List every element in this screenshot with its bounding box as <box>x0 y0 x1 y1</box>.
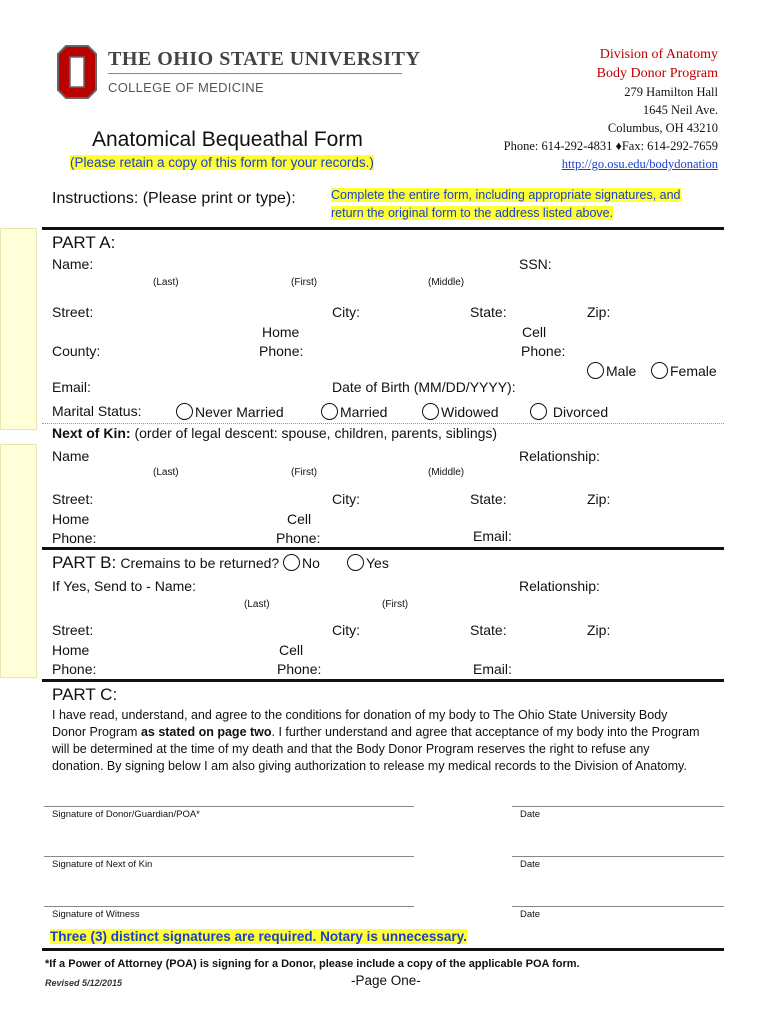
part-a-heading: PART A: <box>52 233 116 252</box>
divorced-radio[interactable] <box>530 403 547 420</box>
side-tab-lower <box>0 444 37 678</box>
kin-street-field[interactable]: Street: <box>52 491 94 507</box>
kin-cell-phone-field[interactable]: Phone: <box>276 530 321 546</box>
next-of-kin-note: (order of legal descent: spouse, children, parents, siblings) <box>130 425 498 441</box>
send-to-zip-field[interactable]: Zip: <box>587 622 611 638</box>
instructions-text-line-2: return the original form to the address listed above. <box>331 206 614 220</box>
part-b-heading: PART B: <box>52 553 117 572</box>
married-label: Married <box>340 404 388 420</box>
married-radio[interactable] <box>321 403 338 420</box>
division-name: Division of Anatomy <box>599 47 718 62</box>
never-married-option[interactable] <box>176 403 284 420</box>
signature-notice: Three (3) distinct signatures are required. Notary is unnecessary. <box>50 929 467 944</box>
poa-note: *If a Power of Attorney (POA) is signing for a Donor, please include a copy of the applicable POA form. <box>45 958 580 970</box>
name-field[interactable]: Name: <box>52 256 94 272</box>
part-b-rule <box>42 547 724 550</box>
send-to-name-field[interactable]: If Yes, Send to - Name: <box>52 578 196 594</box>
send-to-home-phone-field[interactable]: Phone: <box>52 661 97 677</box>
website-link[interactable]: http://go.osu.edu/bodydonation <box>561 157 718 171</box>
witness-date-label: Date <box>520 909 541 920</box>
form-title: Anatomical Bequeathal Form <box>92 128 363 151</box>
consent-line-3: will be determined at the time of my death and that the Body Donor Program reserves the right to refuse any <box>52 742 650 756</box>
send-to-city-field[interactable]: City: <box>332 622 360 638</box>
never-married-radio[interactable] <box>176 403 193 420</box>
male-label: Male <box>606 363 637 379</box>
witness-date-line[interactable] <box>512 906 724 907</box>
cremains-yes-label: Yes <box>366 555 389 571</box>
zip-field[interactable]: Zip: <box>587 304 611 320</box>
female-radio[interactable] <box>651 362 668 379</box>
consent-line-2-bold: as stated on page two <box>140 725 272 739</box>
kin-email-field[interactable]: Email: <box>473 528 512 544</box>
never-married-label: Never Married <box>195 404 284 420</box>
consent-line-2-start: Donor Program <box>52 725 141 739</box>
donor-signature-line[interactable] <box>44 806 414 807</box>
city-field[interactable]: City: <box>332 304 360 320</box>
donor-date-label: Date <box>520 809 541 820</box>
side-tab-upper <box>0 228 37 430</box>
widowed-radio[interactable] <box>422 403 439 420</box>
kin-name-field[interactable]: Name <box>52 448 90 464</box>
page-number: -Page One- <box>351 973 421 988</box>
kin-signature-line[interactable] <box>44 856 414 857</box>
marital-status-label: Marital Status: <box>52 403 142 419</box>
cremains-yes-option[interactable] <box>347 554 389 571</box>
send-to-relationship-field[interactable]: Relationship: <box>519 578 600 594</box>
send-to-street-field[interactable]: Street: <box>52 622 94 638</box>
name-first-hint: (First) <box>291 277 318 288</box>
kin-home-phone-field[interactable]: Phone: <box>52 530 97 546</box>
osu-block-o-logo <box>56 44 98 100</box>
instructions-text-line-1: Complete the entire form, including appropriate signatures, and <box>331 188 681 202</box>
kin-cell-label: Cell <box>287 511 312 527</box>
send-to-first-hint: (First) <box>382 599 409 610</box>
cremains-no-radio[interactable] <box>283 554 300 571</box>
kin-zip-field[interactable]: Zip: <box>587 491 611 507</box>
cremains-no-label: No <box>302 555 320 571</box>
program-name: Body Donor Program <box>596 66 718 81</box>
instructions-label: Instructions: (Please print or type): <box>52 190 296 207</box>
name-last-hint: (Last) <box>153 277 179 288</box>
footer-rule <box>42 948 724 951</box>
witness-signature-label: Signature of Witness <box>52 909 140 920</box>
part-c-heading: PART C: <box>52 685 118 704</box>
send-to-home-label: Home <box>52 642 90 658</box>
next-of-kin-label: Next of Kin: <box>52 425 131 441</box>
consent-line-1: I have read, understand, and agree to the conditions for donation of my body to The Ohio State University Body <box>52 708 668 722</box>
kin-date-line[interactable] <box>512 856 724 857</box>
divorced-option[interactable] <box>530 403 608 420</box>
kin-state-field[interactable]: State: <box>470 491 507 507</box>
phone-fax: Phone: 614-292-4831 ♦Fax: 614-292-7659 <box>503 139 718 153</box>
donor-signature-label: Signature of Donor/Guardian/POA* <box>52 809 200 820</box>
kin-last-hint: (Last) <box>153 467 179 478</box>
home-label: Home <box>262 324 300 340</box>
male-option[interactable] <box>587 362 636 379</box>
next-of-kin-divider <box>42 423 724 424</box>
name-middle-hint: (Middle) <box>428 277 465 288</box>
kin-middle-hint: (Middle) <box>428 467 465 478</box>
widowed-label: Widowed <box>441 404 499 420</box>
send-to-cell-label: Cell <box>279 642 304 658</box>
revised-date: Revised 5/12/2015 <box>45 978 123 988</box>
divorced-label: Divorced <box>552 404 609 420</box>
male-radio[interactable] <box>587 362 604 379</box>
widowed-option[interactable] <box>422 403 499 420</box>
witness-signature-line[interactable] <box>44 906 414 907</box>
address-line-2: 1645 Neil Ave. <box>642 103 718 117</box>
cremains-yes-radio[interactable] <box>347 554 364 571</box>
consent-line-2-end: . I further understand and agree that acceptance of my body into the Program <box>271 725 700 739</box>
next-of-kin-heading <box>52 425 497 441</box>
form-subtitle: (Please retain a copy of this form for your records.) <box>70 155 374 170</box>
send-to-last-hint: (Last) <box>244 599 270 610</box>
kin-date-label: Date <box>520 859 541 870</box>
street-field[interactable]: Street: <box>52 304 94 320</box>
cremains-question: Cremains to be returned? <box>120 555 280 571</box>
female-option[interactable] <box>651 362 717 379</box>
email-field[interactable]: Email: <box>52 379 91 395</box>
header-divider <box>108 73 402 74</box>
part-a-rule <box>42 227 724 230</box>
college-name: COLLEGE OF MEDICINE <box>108 80 264 95</box>
kin-home-label: Home <box>52 511 90 527</box>
send-to-email-field[interactable]: Email: <box>473 661 512 677</box>
state-field[interactable]: State: <box>470 304 507 320</box>
cremains-no-option[interactable] <box>283 554 320 571</box>
donor-date-line[interactable] <box>512 806 724 807</box>
address-line-3: Columbus, OH 43210 <box>607 121 718 135</box>
send-to-cell-phone-field[interactable]: Phone: <box>277 661 322 677</box>
kin-city-field[interactable]: City: <box>332 491 360 507</box>
part-c-rule <box>42 679 724 682</box>
kin-signature-label: Signature of Next of Kin <box>52 859 153 870</box>
ssn-field[interactable]: SSN: <box>519 256 552 272</box>
send-to-state-field[interactable]: State: <box>470 622 507 638</box>
consent-line-4: donation. By signing below I am also giving authorization to release my medical records to the Division of Anatomy. <box>52 759 687 773</box>
consent-line-2 <box>52 725 700 739</box>
married-option[interactable] <box>321 403 387 420</box>
county-field[interactable]: County: <box>52 343 101 359</box>
female-label: Female <box>670 363 717 379</box>
part-b-heading-row <box>52 553 279 573</box>
cell-phone-field[interactable]: Phone: <box>521 343 566 359</box>
address-line-1: 279 Hamilton Hall <box>624 85 718 99</box>
cell-label: Cell <box>522 324 547 340</box>
dob-field[interactable]: Date of Birth (MM/DD/YYYY): <box>332 379 516 395</box>
home-phone-field[interactable]: Phone: <box>259 343 304 359</box>
kin-relationship-field[interactable]: Relationship: <box>519 448 600 464</box>
university-name: THE OHIO STATE UNIVERSITY <box>108 48 421 70</box>
kin-first-hint: (First) <box>291 467 318 478</box>
